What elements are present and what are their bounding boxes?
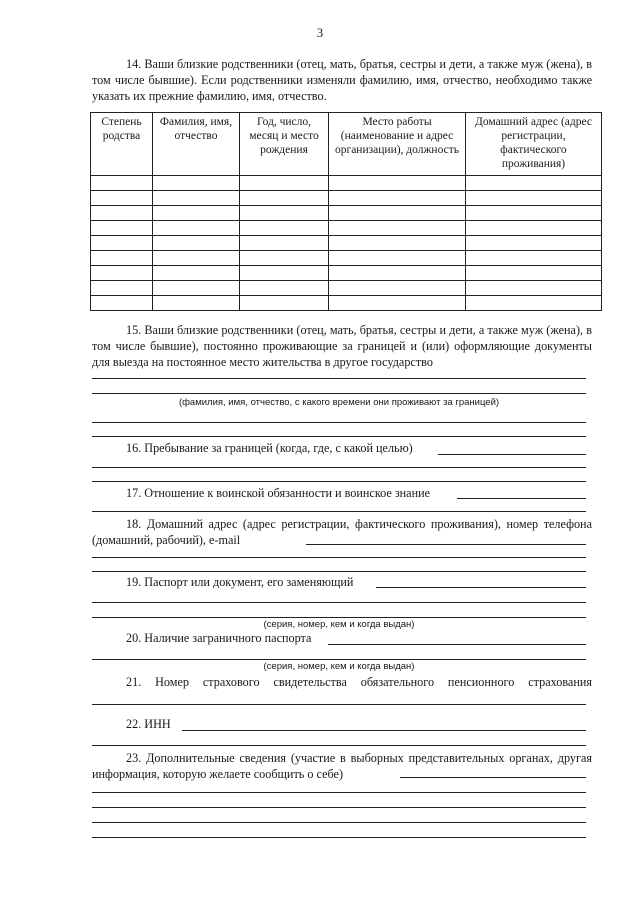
table-cell[interactable] (240, 296, 329, 311)
table-cell[interactable] (153, 206, 240, 221)
table-cell[interactable] (466, 206, 602, 221)
q22-line-inline[interactable] (182, 730, 586, 731)
q16-line-inline[interactable] (438, 454, 586, 455)
table-cell[interactable] (91, 281, 153, 296)
table-cell[interactable] (240, 266, 329, 281)
col-header-birth: Год, число, месяц и место рождения (240, 113, 329, 176)
q20-line-2[interactable] (92, 659, 586, 660)
table-cell[interactable] (240, 191, 329, 206)
table-cell[interactable] (153, 296, 240, 311)
q18-line-inline[interactable] (306, 544, 586, 545)
relatives-table (90, 112, 602, 311)
q23-line-5[interactable] (92, 837, 586, 838)
table-header-row (91, 113, 602, 176)
table-row (91, 176, 602, 191)
q16-line-2[interactable] (92, 467, 586, 468)
table-cell[interactable] (466, 236, 602, 251)
table-cell[interactable] (240, 251, 329, 266)
table-cell[interactable] (329, 266, 466, 281)
table-cell[interactable] (466, 191, 602, 206)
table-cell[interactable] (466, 221, 602, 236)
q15-line-1[interactable] (92, 378, 586, 379)
q19-line-3[interactable] (92, 617, 586, 618)
q15-line-2[interactable] (92, 393, 586, 394)
table-row (91, 296, 602, 311)
q23-line-inline[interactable] (400, 777, 586, 778)
q19-line-inline[interactable] (376, 587, 586, 588)
table-cell[interactable] (153, 281, 240, 296)
table-row (91, 266, 602, 281)
table-cell[interactable] (329, 206, 466, 221)
table-cell[interactable] (466, 251, 602, 266)
table-row (91, 236, 602, 251)
table-row (91, 251, 602, 266)
table-cell[interactable] (91, 251, 153, 266)
q16-line-3[interactable] (92, 481, 586, 482)
table-cell[interactable] (91, 266, 153, 281)
q20-label: 20. Наличие заграничного паспорта (126, 631, 312, 645)
table-cell[interactable] (329, 296, 466, 311)
table-cell[interactable] (91, 206, 153, 221)
table-cell[interactable] (91, 296, 153, 311)
table-cell[interactable] (466, 266, 602, 281)
q15-line-4[interactable] (92, 436, 586, 437)
table-cell[interactable] (153, 251, 240, 266)
q20-line-inline[interactable] (328, 644, 586, 645)
q19-line-2[interactable] (92, 602, 586, 603)
table-cell[interactable] (240, 176, 329, 191)
q19-caption: (серия, номер, кем и когда выдан) (263, 619, 415, 630)
col-header-relation: Степень родства (91, 113, 153, 176)
table-cell[interactable] (466, 281, 602, 296)
table-cell[interactable] (153, 176, 240, 191)
table-row (91, 206, 602, 221)
q23-line-2[interactable] (92, 792, 586, 793)
table-cell[interactable] (329, 176, 466, 191)
q15-text: 15. Ваши близкие родственники (отец, мать, братья, сестры и дети, а также муж (жена), в том числе бывшие), постоянно проживающие за границей и (или) оформляющие документы для выезда на постоянное место жительства в другое государство (92, 323, 592, 369)
q18-text: 18. Домашний адрес (адрес регистрации, фактического проживания), номер телефона (домашний, рабочий), e-mail (92, 517, 592, 547)
table-cell[interactable] (240, 206, 329, 221)
table-cell[interactable] (91, 236, 153, 251)
q18-line-3[interactable] (92, 571, 586, 572)
table-cell[interactable] (91, 221, 153, 236)
q15-caption: (фамилия, имя, отчество, с какого времени они проживают за границей) (178, 397, 500, 408)
table-cell[interactable] (153, 191, 240, 206)
table-cell[interactable] (329, 281, 466, 296)
table-cell[interactable] (240, 221, 329, 236)
col-header-name: Фамилия, имя, отчество (153, 113, 240, 176)
table-cell[interactable] (153, 236, 240, 251)
page-number: 3 (316, 26, 324, 40)
q20-caption: (серия, номер, кем и когда выдан) (263, 661, 415, 672)
table-cell[interactable] (329, 251, 466, 266)
q18-line-2[interactable] (92, 557, 586, 558)
table-cell[interactable] (240, 236, 329, 251)
table-cell[interactable] (91, 191, 153, 206)
q23-line-4[interactable] (92, 822, 586, 823)
q15-line-3[interactable] (92, 422, 586, 423)
col-header-work: Место работы (наименование и адрес организации), должность (329, 113, 466, 176)
table-cell[interactable] (91, 176, 153, 191)
q21-line-2[interactable] (92, 704, 586, 705)
table-row (91, 221, 602, 236)
table-row (91, 191, 602, 206)
q17-label: 17. Отношение к воинской обязанности и воинское знание (126, 486, 431, 500)
table-body (91, 176, 602, 311)
table-cell[interactable] (329, 191, 466, 206)
q21-text: 21. Номер страхового свидетельства обязательного пенсионного страхования (126, 675, 592, 689)
col-header-address: Домашний адрес (адрес регистрации, фактического проживания) (466, 113, 602, 176)
table-cell[interactable] (466, 176, 602, 191)
table-cell[interactable] (153, 266, 240, 281)
table-cell[interactable] (329, 221, 466, 236)
q23-line-3[interactable] (92, 807, 586, 808)
q17-line-inline[interactable] (457, 498, 586, 499)
q16-label: 16. Пребывание за границей (когда, где, с какой целью) (126, 441, 413, 455)
table-cell[interactable] (466, 296, 602, 311)
q22-line-2[interactable] (92, 745, 586, 746)
q19-label: 19. Паспорт или документ, его заменяющий (126, 575, 354, 589)
q17-line-2[interactable] (92, 511, 586, 512)
q14-text: 14. Ваши близкие родственники (отец, мать, братья, сестры и дети, а также муж (жена), в том числе бывшие). Если родственники изменяли фамилию, имя, отчество, необходимо также указать их прежние фамилию, имя, отчество. (92, 57, 592, 103)
table-row (91, 281, 602, 296)
table-cell[interactable] (240, 281, 329, 296)
table-cell[interactable] (153, 221, 240, 236)
q22-label: 22. ИНН (126, 717, 171, 731)
table-cell[interactable] (329, 236, 466, 251)
q23-text: 23. Дополнительные сведения (участие в выборных представительных органах, другая информация, которую желаете сообщить о себе) (92, 751, 592, 781)
